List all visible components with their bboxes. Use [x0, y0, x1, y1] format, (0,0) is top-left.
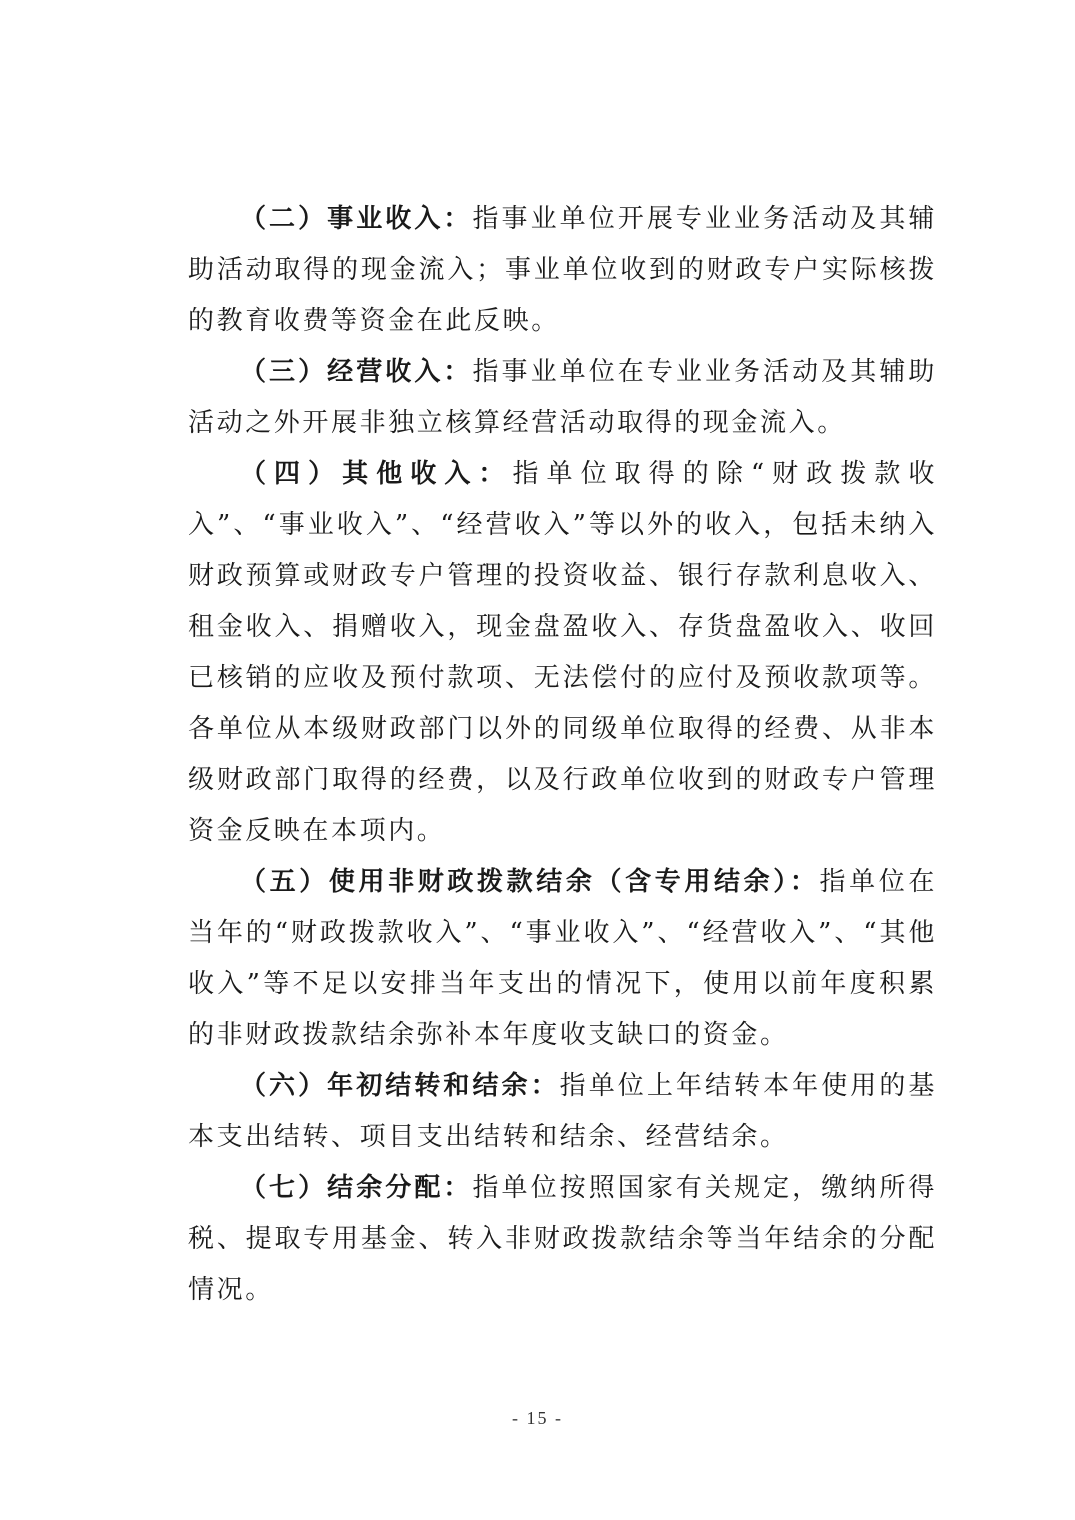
paragraph-other-income — [188, 449, 937, 857]
paragraph-text: 指单位在当年的“财政拨款收入”、“事业收入”、“经营收入”、“其他收入”等不足以安排当年支出的情况下，使用以前年度积累的非财政拨款结余弥补本年度收支缺口的资金。 — [188, 867, 937, 1050]
paragraph-business-income — [188, 194, 937, 347]
paragraph-balance-distribution — [188, 1163, 937, 1316]
paragraph-heading: （三）经营收入： — [240, 357, 473, 387]
paragraph-text: 指单位上年结转本年使用的基本支出结转、项目支出结转和结余、经营结余。 — [188, 1071, 937, 1152]
paragraph-text: 指事业单位开展专业业务活动及其辅助活动取得的现金流入；事业单位收到的财政专户实际核拨的教育收费等资金在此反映。 — [188, 204, 937, 336]
paragraph-carryover-balance — [188, 1061, 937, 1163]
paragraph-heading: （六）年初结转和结余： — [240, 1071, 560, 1101]
document-body — [188, 194, 937, 1316]
paragraph-text: 指单位取得的除“财政拨款收入”、“事业收入”、“经营收入”等以外的收入，包括未纳入财政预算或财政专户管理的投资收益、银行存款利息收入、租金收入、捐赠收入，现金盘盈收入、存货盘盈收入、收回已核销的应收及预付款项、无法偿付的应付及预收款项等。各单位从本级财政部门以外的同级单位取得的经费、从非本级财政部门取得的经费，以及行政单位收到的财政专户管理资金反映在本项内。 — [188, 459, 938, 846]
paragraph-heading: （五）使用非财政拨款结余（含专用结余）： — [240, 867, 820, 897]
paragraph-operating-income — [188, 347, 937, 449]
paragraph-non-fiscal-balance — [188, 857, 937, 1061]
paragraph-heading: （七）结余分配： — [240, 1173, 473, 1203]
paragraph-text: 指单位按照国家有关规定，缴纳所得税、提取专用基金、转入非财政拨款结余等当年结余的分配情况。 — [188, 1173, 937, 1305]
page-number: - 15 - — [512, 1408, 563, 1428]
paragraph-heading: （二）事业收入： — [240, 204, 473, 234]
paragraph-heading: （四）其他收入： — [240, 459, 513, 489]
paragraph-text: 指事业单位在专业业务活动及其辅助活动之外开展非独立核算经营活动取得的现金流入。 — [188, 357, 937, 438]
